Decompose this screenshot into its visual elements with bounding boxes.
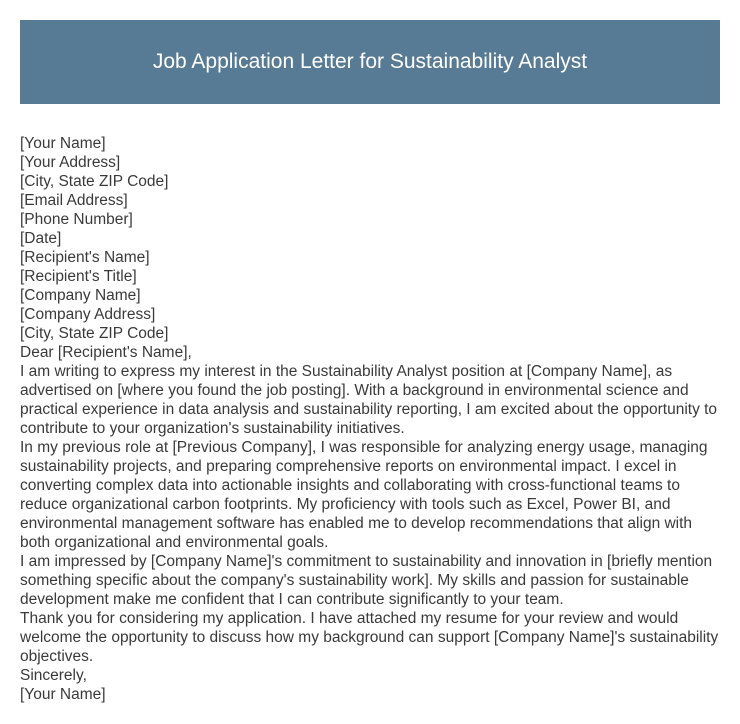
salutation: Dear [Recipient's Name], [20, 344, 192, 361]
paragraph-intro: I am writing to express my interest in the Sustainability Analyst position at [Company Name], as advertised on [where you found the job posting]. With a background in environmental science and practical experience in data analysis and sustainability reporting, I am excited about the opportunity to contribute to your organization's sustainability initiatives. [20, 363, 718, 437]
paragraph-experience: In my previous role at [Previous Company], I was responsible for analyzing energy usage, managing sustainability projects, and preparing comprehensive reports on environmental impact. I excel in converting complex data into actionable insights and collaborating with cross-functional teams to reduce organizational carbon footprints. My proficiency with tools such as Excel, Power BI, and environmental management software has enabled me to develop recommendations that align with both organizational and environmental goals. [20, 439, 708, 551]
company-address: [Company Address] [20, 306, 156, 323]
closing: Sincerely, [20, 667, 87, 684]
signature: [Your Name] [20, 686, 106, 703]
recipient-name: [Recipient's Name] [20, 249, 150, 266]
sender-address: [Your Address] [20, 154, 121, 171]
header-banner [20, 20, 720, 104]
sender-email: [Email Address] [20, 192, 128, 209]
letter-body [20, 134, 720, 704]
sender-phone: [Phone Number] [20, 211, 133, 228]
paragraph-closing: Thank you for considering my application. I have attached my resume for your review and would welcome the opportunity to discuss how my background can support [Company Name]'s sustainability objectives. [20, 610, 719, 665]
company-name: [Company Name] [20, 287, 141, 304]
sender-city-state-zip: [City, State ZIP Code] [20, 173, 169, 190]
recipient-title: [Recipient's Title] [20, 268, 137, 285]
paragraph-company-fit: I am impressed by [Company Name]'s commitment to sustainability and innovation in [briefly mention something specific about the company's sustainability work]. My skills and passion for sustainable development make me confident that I can contribute significantly to your team. [20, 553, 713, 608]
letter-date: [Date] [20, 230, 62, 247]
sender-name: [Your Name] [20, 135, 106, 152]
page-title: Job Application Letter for Sustainability Analyst [152, 50, 588, 73]
company-city-state-zip: [City, State ZIP Code] [20, 325, 169, 342]
